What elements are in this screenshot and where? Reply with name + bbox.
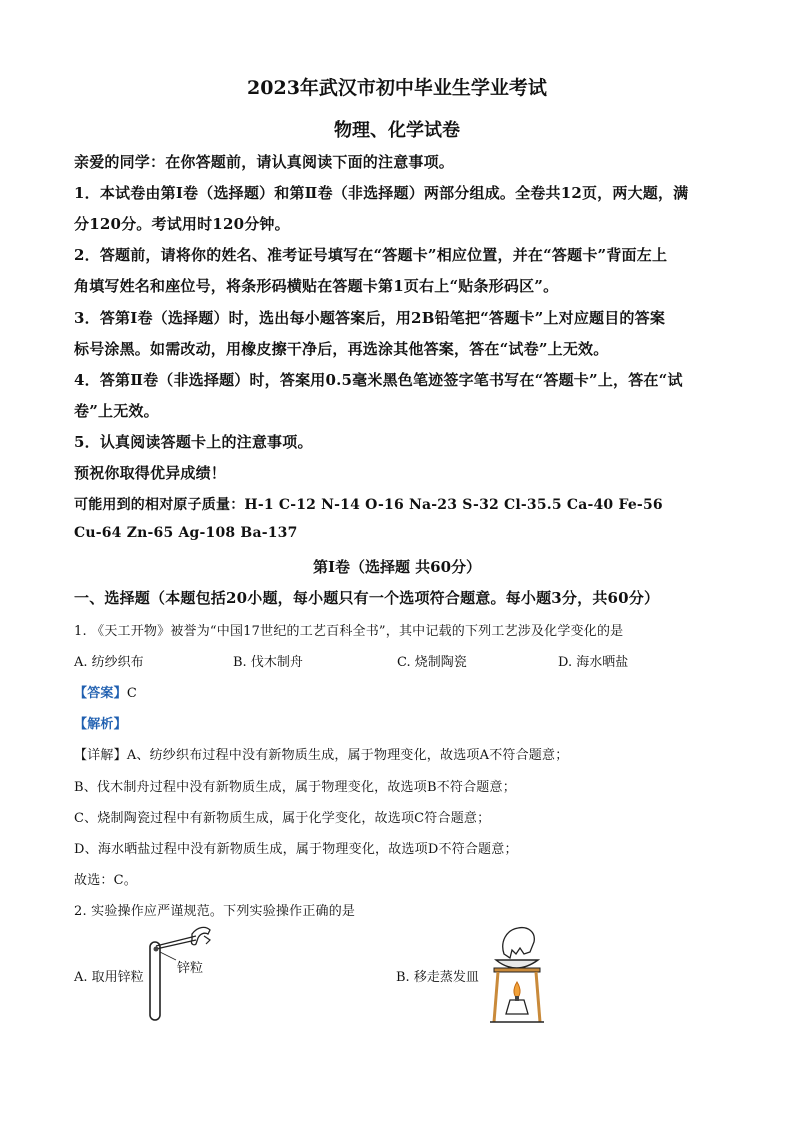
notice-line-2: 分120分。考试用时120分钟。 [74,215,290,233]
zinc-granule [154,947,159,952]
hand-reaching [503,928,535,958]
answer-value: C [126,686,137,701]
notice-wish: 预祝你取得优异成绩！ [74,464,227,482]
notice-line-3: 2．答题前，请将你的姓名、准考证号填写在“答题卡”相应位置，并在“答题卡”背面左上 [74,246,668,264]
hand-finger [204,936,210,944]
q1-option-b: B. 伐木制舟 [233,655,303,670]
q2-option-b: B. 移走蒸发皿 [396,970,479,985]
page-subtitle: 物理、化学试卷 [334,120,460,141]
zinc-granule-test-tube-figure [146,922,226,1026]
notice-line-8: 卷”上无效。 [74,402,159,420]
q2-stem: 2. 实验操作应严谨规范。下列实验操作正确的是 [74,904,356,919]
q1-option-d: D. 海水晒盐 [558,655,629,670]
notice-line-1: 1．本试卷由第Ⅰ卷（选择题）和第Ⅱ卷（非选择题）两部分组成。全卷共12页，两大题，满 [74,184,689,202]
q1-option-a: A. 纺纱织布 [74,655,144,670]
q1-detail-line-1 [74,744,568,763]
q1-detail-line-4: D、海水晒盐过程中没有新物质生成，属于物理变化，故选项D不符合题意； [74,842,518,857]
notice-line-5: 3．答第Ⅰ卷（选择题）时，选出每小题答案后，用2B铅笔把“答题卡”上对应题目的答案 [74,309,666,327]
q2-option-a: A. 取用锌粒 [74,970,144,985]
q1-answer [74,682,137,701]
q1-stem: 1. 《天工开物》被誉为“中国17世纪的工艺百科全书”，其中记载的下列工艺涉及化学变化的是 [74,624,624,639]
q1-analysis-label: 【解析】 [74,717,127,732]
answer-label: 【答案】 [74,686,127,701]
q1-conclusion: 故选：C。 [74,873,137,888]
evaporating-dish-tripod-figure [486,924,548,1028]
tripod-ring [494,968,540,972]
zinc-granule-label: 锌粒 [177,961,204,976]
flame [514,982,520,998]
q1-option-c: C. 烧制陶瓷 [397,655,467,670]
label-pointer-line [160,952,176,960]
q1-detail-line-3: C、烧制陶瓷过程中有新物质生成，属于化学变化，故选项C符合题意； [74,811,491,826]
notice-line-9: 5．认真阅读答题卡上的注意事项。 [74,433,313,451]
atomic-mass-line-1: 可能用到的相对原子质量：H-1 C-12 N-14 O-16 Na-23 S-32 Cl-35.5 Ca-40 Fe-56 [74,497,663,513]
section-title: 第Ⅰ卷（选择题 共60分） [312,558,482,576]
page-title: 2023年武汉市初中毕业生学业考试 [247,77,547,99]
alcohol-lamp [506,1000,528,1014]
notice-line-7: 4．答第Ⅱ卷（非选择题）时，答案用0.5毫米黑色笔迹签字笔书写在“答题卡”上，答在“试 [74,371,683,389]
evaporating-dish [496,960,538,968]
detail-text: A、纺纱织布过程中没有新物质生成，属于物理变化，故选项A不符合题意； [126,748,569,763]
part-heading: 一、选择题（本题包括20小题，每小题只有一个选项符合题意。每小题3分，共60分） [74,589,660,607]
notice-line-4: 角填写姓名和座位号，将条形码横贴在答题卡第1页右上“贴条形码区”。 [74,277,559,295]
lamp-wick-holder [515,996,519,1001]
detail-label: 【详解】 [74,748,127,763]
test-tube-body [150,942,160,1020]
notice-greeting: 亲爱的同学：在你答题前，请认真阅读下面的注意事项。 [74,153,455,171]
tripod-leg-right [536,972,540,1022]
atomic-mass-line-2: Cu-64 Zn-65 Ag-108 Ba-137 [74,525,298,541]
notice-line-6: 标号涂黑。如需改动，用橡皮擦干净后，再选涂其他答案，答在“试卷”上无效。 [74,340,609,358]
q1-detail-line-2: B、伐木制舟过程中没有新物质生成，属于物理变化，故选项B不符合题意； [74,780,516,795]
tripod-leg-left [494,972,498,1022]
